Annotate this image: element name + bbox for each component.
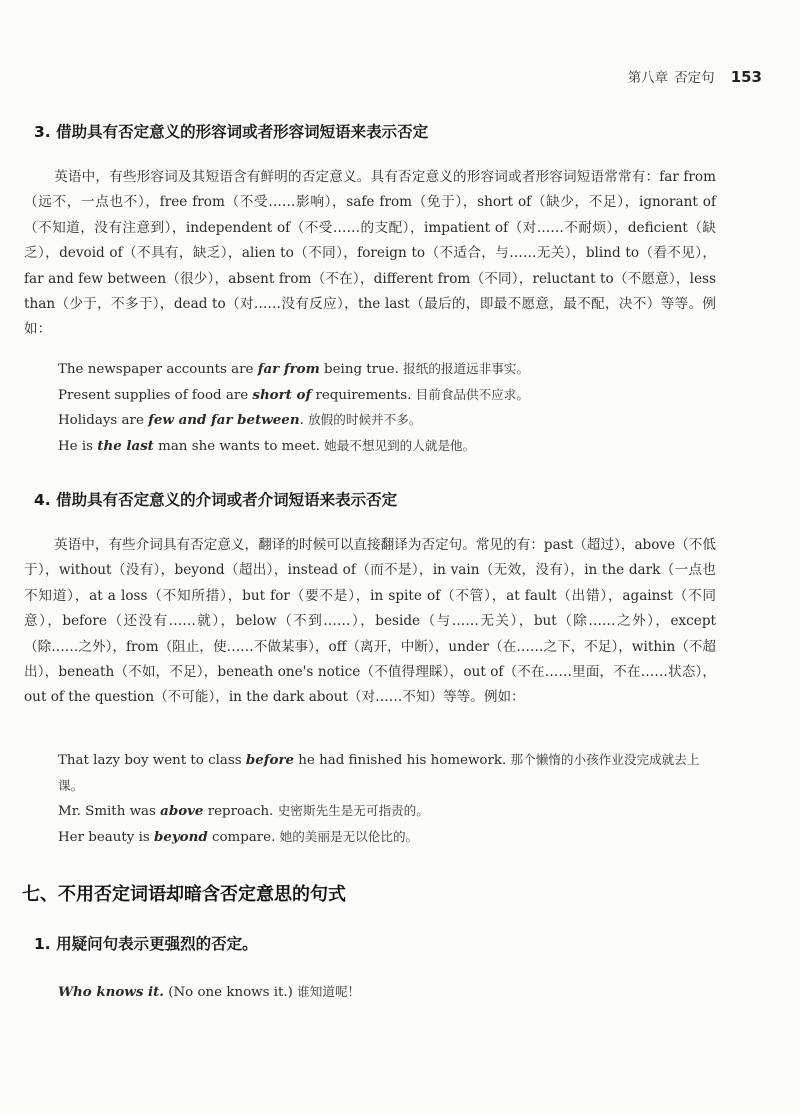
example-line: That lazy boy went to class before he had finished his homework. 那个懒惰的小孩作业没完成就去上课。: [58, 752, 700, 793]
section-4-paragraph-text: 英语中，有些介词具有否定意义，翻译的时候可以直接翻译为否定句。常见的有：past（超过），above（不低于），without（没有），beyond（超出），instead of（而不是），in vain（无效，没有），in the dark（一点也不知道），at a loss（不知所措），but for（要不是），in spite of（不管），at fault（出错），against（不同意），before（还没有……就），below（不到……），beside（与……无关），but（除……之外），except（除……之外），from（阻止，使……不做某事），off（离开，中断），under（在……之下，不足），within（不超出），beneath（不如，不足），beneath one's notice（不值得理睬），out of（不在……里面，不在……状态），out of the question（不可能），in the dark about（对……不知）等等。例如：: [24, 537, 716, 706]
section-4-title: 4. 借助具有否定意义的介词或者介词短语来表示否定: [34, 491, 398, 509]
section-3-title: 3. 借助具有否定意义的形容词或者形容词短语来表示否定: [34, 123, 429, 141]
example-line: Mr. Smith was above reproach. 史密斯先生是无可指责的。: [58, 803, 429, 820]
section-4-examples: [58, 748, 718, 850]
header-chapter-title: 否定句: [674, 70, 715, 86]
example-line: Her beauty is beyond compare. 她的美丽是无以伦比的。: [58, 828, 419, 845]
section-3-paragraph: [24, 165, 716, 343]
section-7-1-title: 1. 用疑问句表示更强烈的否定。: [34, 935, 258, 953]
section-7-1-examples: [58, 980, 718, 1006]
example-line: Present supplies of food are short of requirements. 目前食品供不应求。: [58, 386, 529, 403]
running-header: [628, 66, 762, 86]
header-chapter: 第八章: [627, 70, 669, 86]
example-line: Who knows it. (No one knows it.) 谁知道呢！: [58, 984, 361, 1000]
example-line: The newspaper accounts are far from being true. 报纸的报道远非事实。: [58, 361, 530, 377]
page-number: 153: [730, 68, 762, 86]
section-4-paragraph: [24, 533, 716, 711]
section-3-examples: [58, 357, 718, 459]
chapter-7-title: 七、不用否定词语却暗含否定意思的句式: [22, 884, 346, 905]
example-line: He is the last man she wants to meet. 她最不想见到的人就是他。: [58, 437, 476, 454]
example-line: Holidays are few and far between. 放假的时候并不多。: [58, 412, 422, 429]
section-3-paragraph-text: 英语中，有些形容词及其短语含有鲜明的否定意义。具有否定意义的形容词或者形容词短语常常有：far from（远不，一点也不），free from（不受……影响），safe from（免于），short of（缺少，不足），ignorant of（不知道，没有注意到），independent of（不受……的支配），impatient of（对……不耐烦），deficient（缺乏），devoid of（不具有，缺乏），alien to（不同），foreign to（不适合，与……无关），blind to（看不见），far and few between（很少），absent from（不在），different from（不同），reluctant to（不愿意），less than（少于，不多于），dead to（对……没有反应），the last（最后的，即最不愿意，最不配，决不）等等。例如：: [24, 169, 716, 338]
